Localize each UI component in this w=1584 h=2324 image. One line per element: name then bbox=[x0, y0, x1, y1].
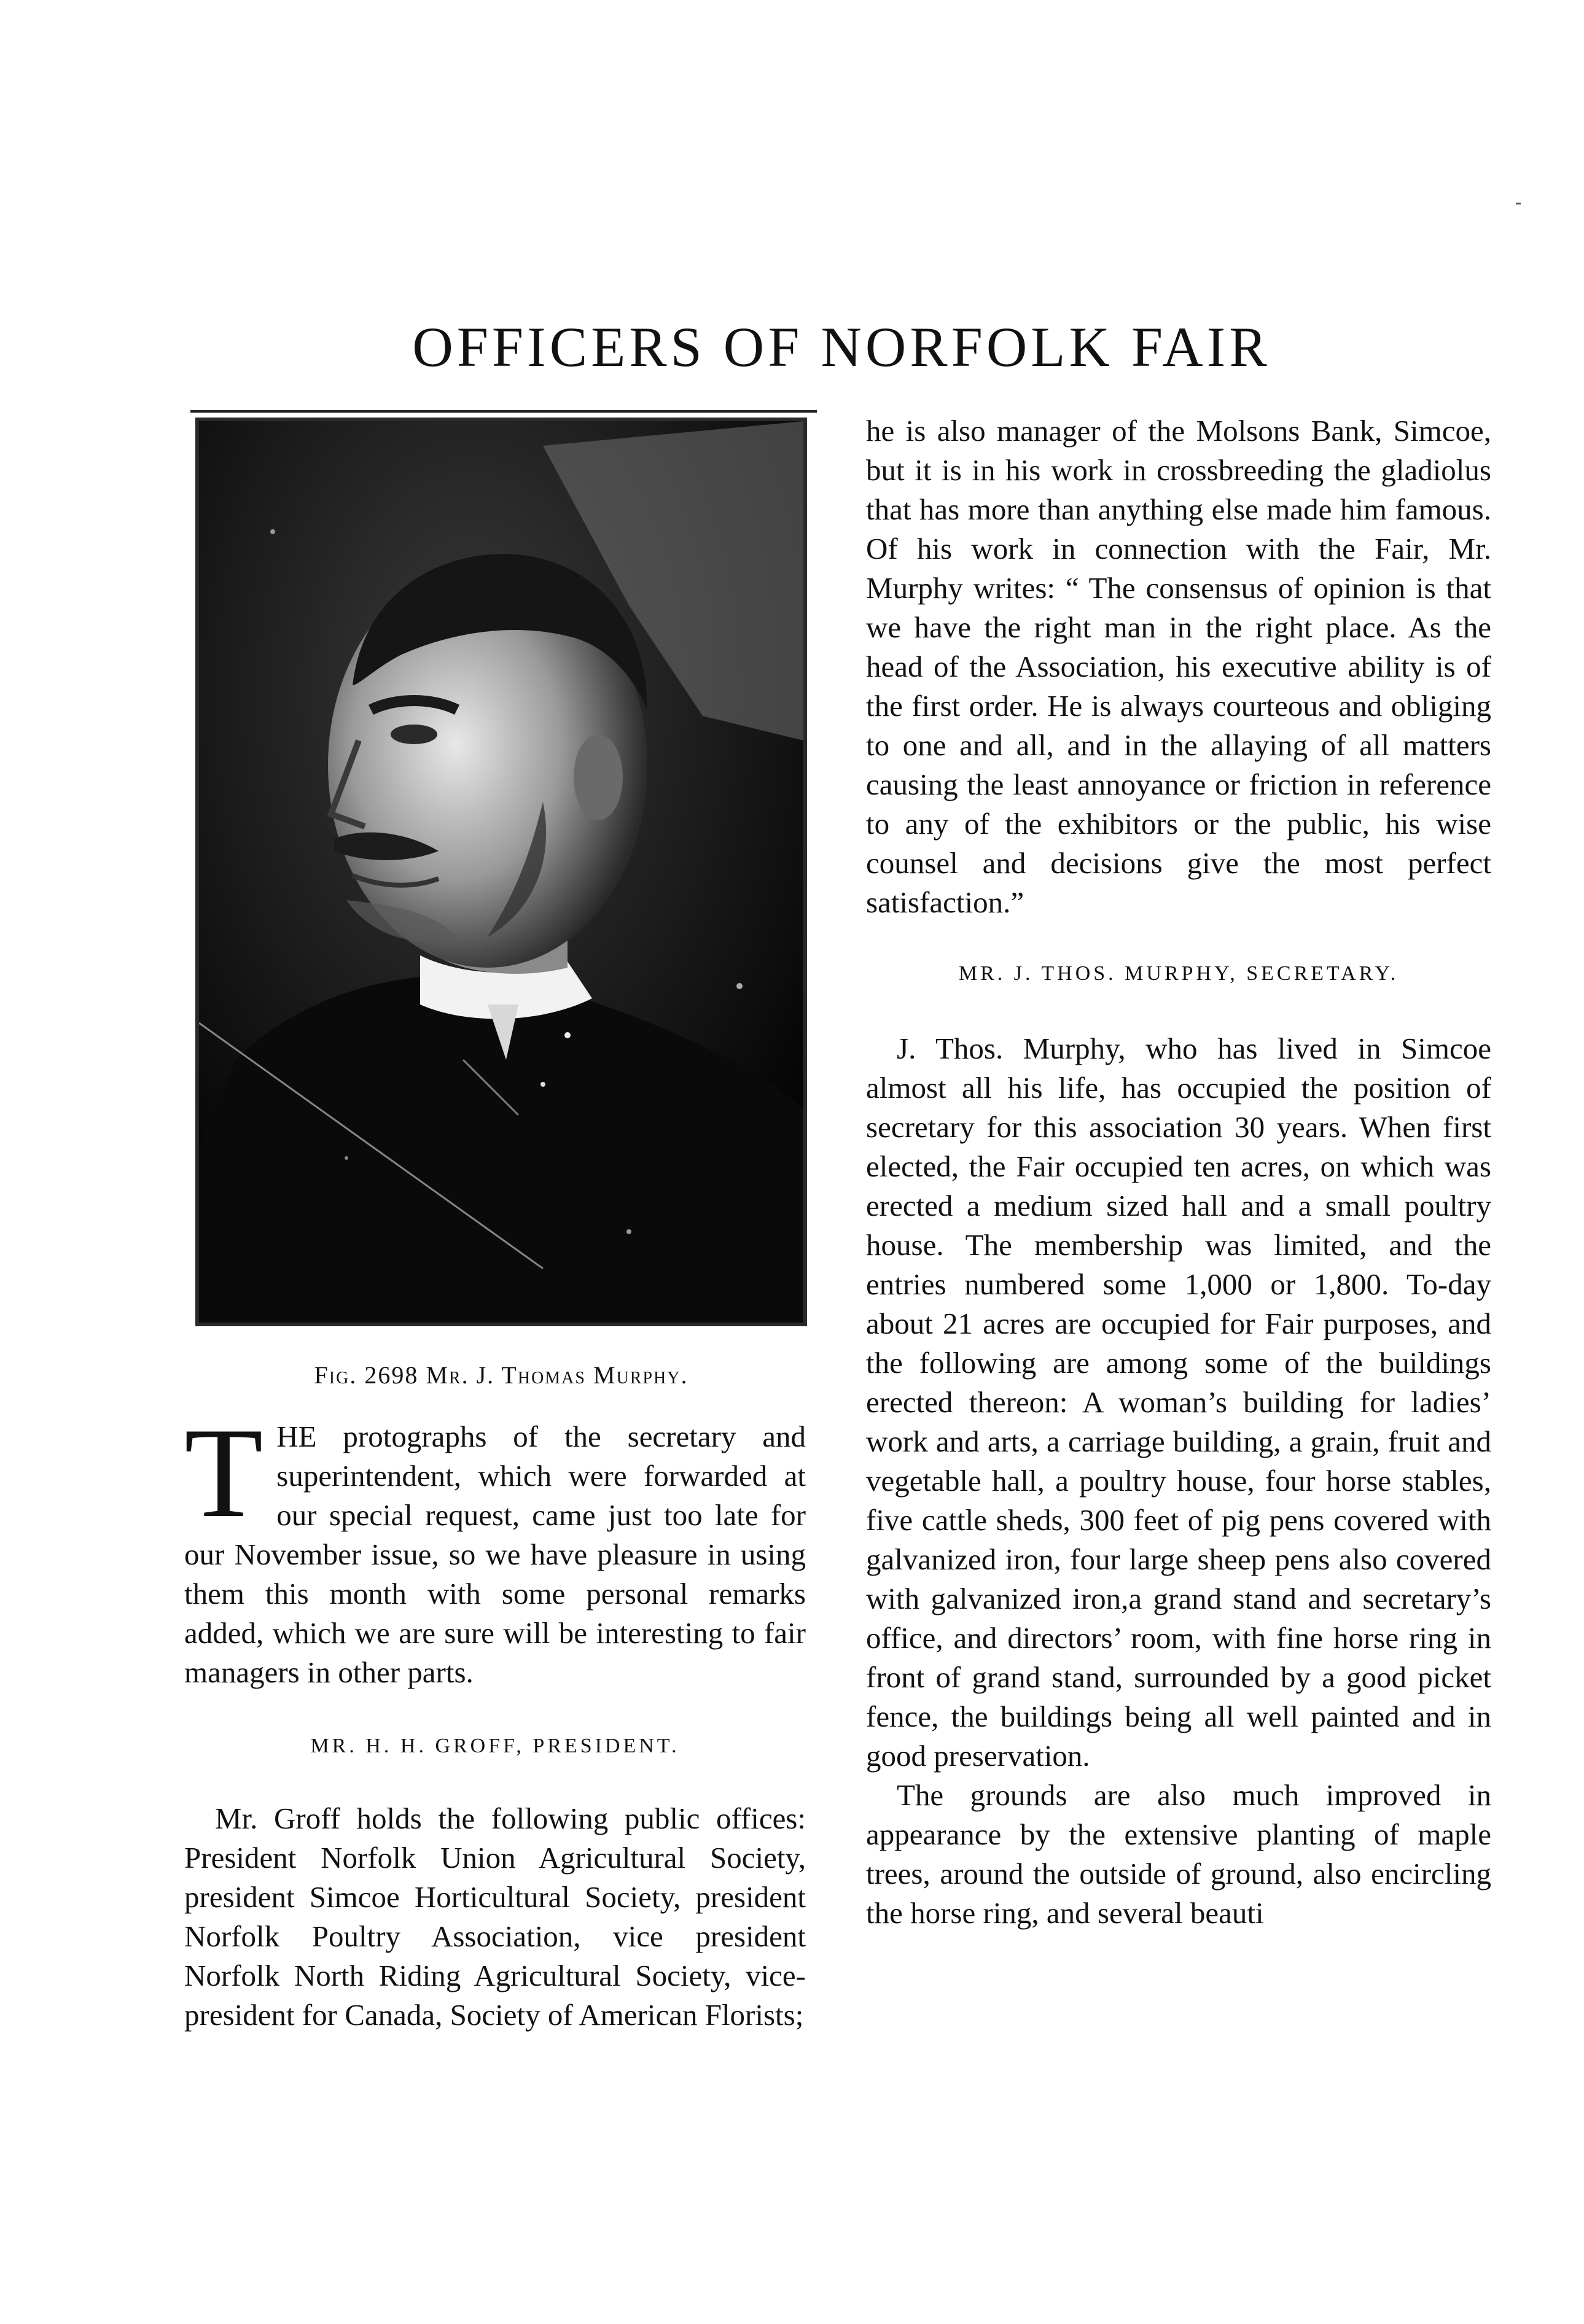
continuation-paragraph: he is also manager of the Molsons Bank, Simcoe, but it is in his work in crossbreeding the gladiolus that has more than anything else made him famous. Of his work in connection with the Fair, Mr. Murphy writes: “ The consensus of opinion is that we have the right man in the right place. As the head of the Association, his executive ability is of the first order. He is always courteous and obliging to one and all, and in the allaying of all matters causing the least annoyance or friction in reference to any of the exhibitors or the public, his wise counsel and decisions give the most perfect satisfaction.” bbox=[866, 414, 1491, 919]
grounds-paragraph: The grounds are also much improved in appearance by the extensive planting of maple trees, around the outside of ground, also encircling the horse ring, and several beauti bbox=[866, 1778, 1491, 1930]
secretary-paragraph: J. Thos. Murphy, who has lived in Simcoe almost all his life, has occupied the position of secretary for this association 30 years. When first elected, the Fair occupied ten acres, on which was erected a medium sized hall and a small poultry house. The membership was limited, and the entries numbered some 1,000 or 1,800. To-day about 21 acres are occupied for Fair purposes, and the following are among some of the buildings erected thereon: A woman’s building for ladies’ work and arts, a carriage building, a grain, fruit and vegetable hall, a poultry house, four horse stables, five cattle sheds, 300 feet of pig pens covered with galvanized iron, four large sheep pens also covered with galvanized iron,a grand stand and secretary’s office, and directors’ room, with fine horse ring in front of grand stand, surrounded by a good picket fence, the buildings being all well painted and in good preservation. bbox=[866, 1032, 1491, 1773]
portrait-photo bbox=[195, 418, 807, 1326]
figure-caption: Fig. 2698 Mr. J. Thomas Murphy. bbox=[314, 1361, 689, 1389]
title-rule bbox=[190, 410, 817, 413]
intro-paragraph bbox=[184, 1402, 806, 1692]
president-paragraph: Mr. Groff holds the following public offices: President Norfolk Union Agricultural Society, president Simcoe Horticultural Society, president Norfolk Poultry Association, vice president Norfolk North Riding Agricultural Society, vice-president for Canada, Society of American Florists; bbox=[184, 1801, 806, 2032]
portrait-photo-image bbox=[199, 421, 803, 1323]
right-column bbox=[866, 411, 1491, 1933]
drop-cap: T bbox=[184, 1402, 263, 1544]
page-title: OFFICERS OF NORFOLK FAIR bbox=[412, 316, 1271, 378]
secretary-heading: MR. J. THOS. MURPHY, SECRETARY. bbox=[958, 962, 1399, 985]
print-mark bbox=[1516, 203, 1521, 204]
left-column bbox=[184, 1402, 806, 2035]
president-heading: MR. H. H. GROFF, PRESIDENT. bbox=[310, 1735, 680, 1757]
intro-text: HE protographs of the secretary and superintendent, which were forwarded at our special request, came just too late for our November issue, so we have pleasure in using them this month with some personal remarks added, which we are sure will be interesting to fair managers in other parts. bbox=[184, 1420, 806, 1689]
